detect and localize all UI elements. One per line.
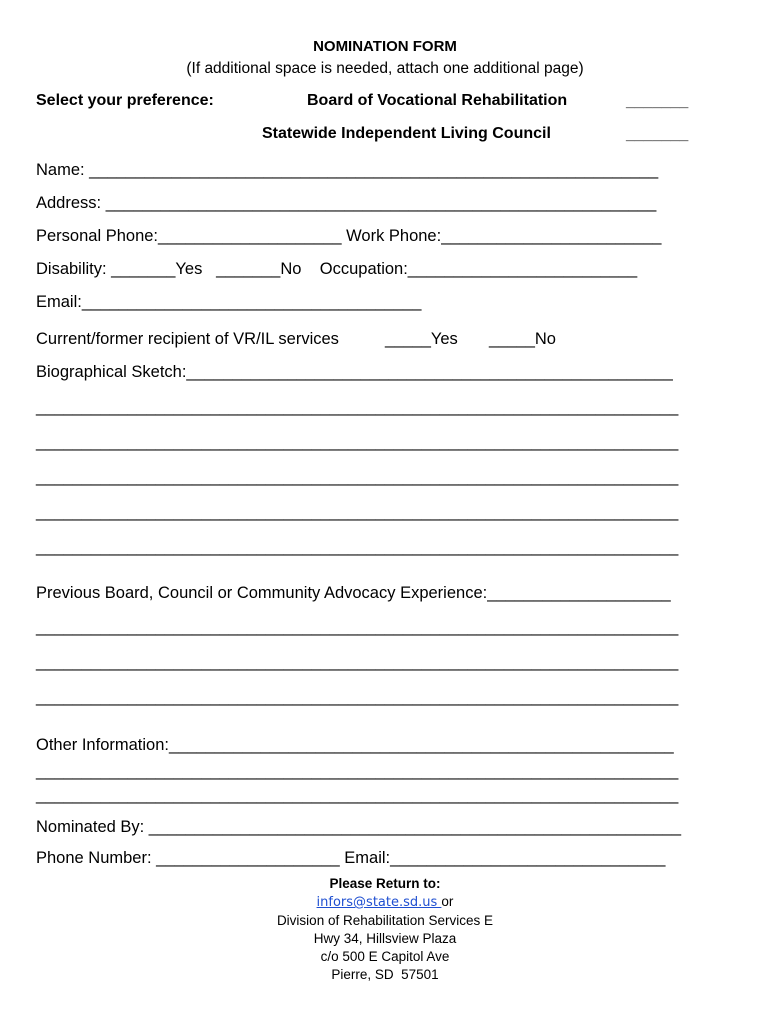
return-address-line-3: c/o 500 E Capitol Ave [320, 949, 450, 964]
biographical-sketch-line[interactable]: ______________________________________________________________________ [36, 433, 679, 451]
recipient-yes-blank[interactable]: _____Yes [385, 330, 458, 348]
recipient-label: Current/former recipient of VR/IL services [36, 330, 339, 348]
advocacy-experience-line[interactable]: ______________________________________________________________________ [36, 688, 679, 706]
biographical-sketch-field[interactable]: Biographical Sketch:_____________________________________________________ [36, 363, 673, 381]
biographical-sketch-line[interactable]: ______________________________________________________________________ [36, 503, 679, 521]
advocacy-experience-field[interactable]: Previous Board, Council or Community Advocacy Experience:____________________ [36, 584, 671, 602]
return-heading: Please Return to: [329, 876, 441, 891]
form-title: NOMINATION FORM [313, 38, 457, 55]
advocacy-experience-line[interactable]: ______________________________________________________________________ [36, 653, 679, 671]
disability-occupation-fields[interactable]: Disability: _______Yes _______No Occupation:_________________________ [36, 260, 638, 278]
nominator-phone-email-fields[interactable]: Phone Number: ____________________ Email:______________________________ [36, 849, 666, 867]
email-field[interactable]: Email:_____________________________________ [36, 293, 422, 311]
return-or-text: or [441, 894, 454, 909]
recipient-no-blank[interactable]: _____No [489, 330, 556, 348]
biographical-sketch-line[interactable]: ______________________________________________________________________ [36, 538, 679, 556]
address-field[interactable]: Address: ____________________________________________________________ [36, 194, 657, 212]
return-email-link[interactable]: infors@state.sd.us [316, 895, 442, 910]
biographical-sketch-line[interactable]: ______________________________________________________________________ [36, 398, 679, 416]
other-information-line[interactable]: ______________________________________________________________________ [36, 786, 679, 804]
advocacy-experience-line[interactable]: ______________________________________________________________________ [36, 618, 679, 636]
preference-label: Select your preference: [36, 92, 214, 109]
preference-blank-independent-living[interactable]: _______ [626, 126, 689, 143]
return-address-line-4: Pierre, SD 57501 [331, 967, 439, 982]
preference-option-vocational-rehab: Board of Vocational Rehabilitation [307, 92, 568, 109]
preference-blank-vocational-rehab[interactable]: _______ [626, 93, 689, 110]
name-field[interactable]: Name: ______________________________________________________________ [36, 161, 659, 179]
nominated-by-field[interactable]: Nominated By: __________________________________________________________ [36, 818, 682, 836]
preference-option-independent-living: Statewide Independent Living Council [262, 125, 551, 142]
return-email-line [0, 894, 770, 910]
form-subtitle: (If additional space is needed, attach one additional page) [186, 60, 584, 77]
return-address-line-1: Division of Rehabilitation Services E [276, 913, 494, 928]
biographical-sketch-line[interactable]: ______________________________________________________________________ [36, 468, 679, 486]
return-address-line-2: Hwy 34, Hillsview Plaza [313, 931, 457, 946]
other-information-line[interactable]: ______________________________________________________________________ [36, 762, 679, 780]
phone-fields[interactable]: Personal Phone:____________________ Work Phone:________________________ [36, 227, 662, 245]
other-information-field[interactable]: Other Information:_______________________________________________________ [36, 736, 674, 754]
